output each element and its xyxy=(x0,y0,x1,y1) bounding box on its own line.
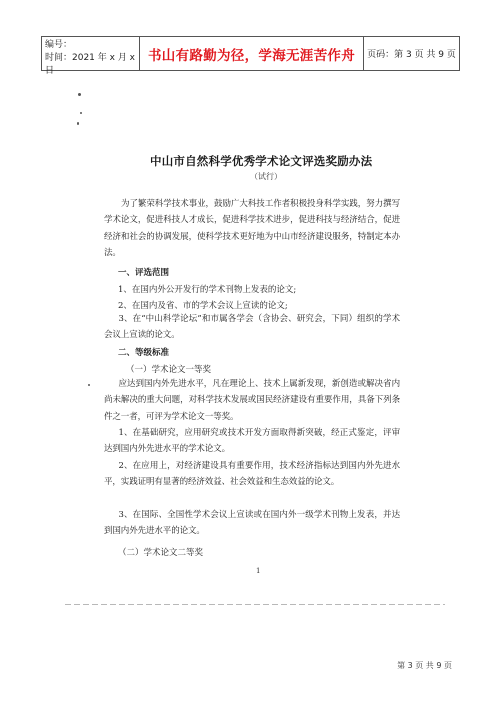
scan-bottom-edge xyxy=(65,604,445,605)
document-subtitle: （试行） xyxy=(250,172,282,181)
scan-speck xyxy=(78,93,81,96)
motto-text: 书山有路勤为径，学海无涯苦作舟 xyxy=(148,47,355,64)
scope-item-3: 3、在“中山科学论坛”和市属各学会（含协会、研究会，下同）组织的学术会议上宣读的论文。 xyxy=(104,314,400,341)
criterion-2: 2、在应用上，对经济建设具有重要作用，技术经济指标达到国内外先进水平，实践证明有显著的经济效益、社会效益和生态效益的论文。 xyxy=(104,461,400,488)
subsection-first-prize: （一）学术论文一等奖 xyxy=(126,365,212,375)
time-label: 时间：2021 年 x 月 x 日 xyxy=(45,53,136,76)
section-heading-1: 一、评选范围 xyxy=(118,268,170,278)
scan-speck xyxy=(80,112,82,114)
criterion-3: 3、在国际、全国性学术会议上宣读或在国内外一级学术刊物上发表，并达到国内外先进水平的论文。 xyxy=(104,510,400,537)
intro-paragraph: 为了繁荣科学技术事业，鼓励广大科技工作者积极投身科学实践，努力撰写学术论文，促进科技人才成长，促进科学技术进步，促进科技与经济结合，促进经济和社会的协调发展，使科学技术更好地为中山市经济建设服务，特制定本办法。 xyxy=(104,199,400,259)
scan-page-number: 1 xyxy=(256,567,261,575)
scan-speck xyxy=(77,122,79,125)
first-prize-paragraph: 应达到国内外先进水平，凡在理论上、技术上属新发现，新创造或解决省内尚未解决的重大问题，对科学技术发展或国民经济建设有重要作用，具备下列条件之一者，可评为学术论文一等奖。 xyxy=(104,379,400,422)
criterion-1: 1、在基础研究，应用研究或技术开发方面取得新突破，经正式鉴定，评审达到国内外先进水平的学术论文。 xyxy=(104,428,400,455)
number-label: 编号： xyxy=(45,40,73,50)
section-heading-2: 二、等级标准 xyxy=(118,348,170,358)
scope-item-1: 1、在国内外公开发行的学术刊物上发表的论文; xyxy=(118,285,297,295)
header-table xyxy=(41,36,460,76)
subsection-second-prize: （二）学术论文二等奖 xyxy=(118,548,204,558)
footer-page-number: 第 3 页 共 9 页 xyxy=(397,661,452,670)
header-motto-cell xyxy=(140,37,364,70)
header-meta-cell xyxy=(42,37,140,76)
scope-item-2: 2、在国内及省、市的学术会议上宣读的论文; xyxy=(118,301,288,311)
document-title: 中山市自然科学优秀学术论文评选奖励办法 xyxy=(150,154,373,168)
page-info: 页码：第 3 页 共 9 页 xyxy=(367,50,456,60)
scan-speck xyxy=(88,384,90,386)
header-page-cell xyxy=(364,37,459,70)
